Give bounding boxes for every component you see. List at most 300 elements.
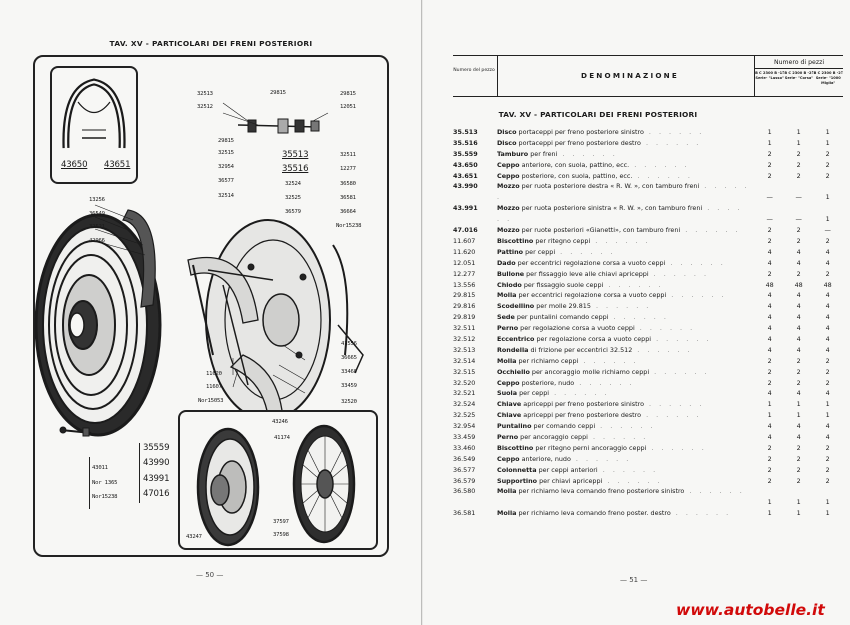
callout-43246: 43246 [272,419,288,425]
part-detail: apriceppi per freno posteriore destro [523,411,642,420]
part-detail: posteriore, nudo [521,378,575,387]
part-name: Occhiello [497,367,530,376]
part-name: Mozzo [497,182,520,191]
part-description [497,476,752,487]
quantity-model-2: 2 [796,476,801,485]
plate-title: TAV. XV - PARTICOLARI DEI FRENI POSTERIORI [109,39,313,48]
quantity-model-3: 2 [825,160,830,169]
table-row [453,334,843,345]
table-row [453,345,843,356]
leader-dots: . . . . . . [608,313,669,322]
callout-nor15053: Nor15053 [198,398,224,404]
quantity-model-1: 4 [767,313,772,322]
leader-dots: . . . . . . [578,356,639,365]
part-description [497,203,752,225]
part-detail: per ritegno ceppi [535,236,591,245]
table-row [453,236,843,247]
part-detail: per chiavi apriceppi [539,476,603,485]
leader-dots: . . . . . . [670,509,732,518]
table-row [453,181,843,203]
quantity-model-1: 1 [767,498,772,507]
callout-32514: 32514 [218,193,234,199]
callout-nor15238: Nor15238 [336,223,362,229]
quantity-model-3: 4 [825,432,830,441]
quantity-model-1: 1 [767,400,772,409]
part-description [497,301,752,312]
quantity-model-1: 2 [767,236,772,245]
leader-dots: . . . . . . [555,247,616,256]
quantity-model-2: 2 [796,443,801,452]
part-detail: per richiamo leva comando freno posteriore sinistro [518,487,685,496]
part-description [497,236,752,247]
part-code: 43.990 [453,182,478,191]
leader-dots: . . . . . . [632,171,693,180]
part-code: 47.016 [453,226,478,235]
part-code: 36.580 [453,487,476,496]
quantity-model-2: 2 [796,160,801,169]
quantity-model-3: 4 [825,291,830,300]
part-code: 32.512 [453,334,476,343]
quantity-model-2: 2 [796,226,801,235]
part-code: 35.513 [453,128,478,136]
table-row [453,290,843,301]
part-detail: per ruote posteriori «Gianetti», con tamburo freni [521,226,681,235]
quantity-model-3: 2 [825,171,830,180]
quantity-model-1: 4 [767,389,772,398]
header-models [755,71,843,86]
part-code: 32.525 [453,411,476,420]
part-name: Supportino [497,476,538,485]
leader-dots: . . . . . . [590,236,651,245]
callout-32515: 32515 [218,150,234,156]
leader-dots: . . . . . . [666,291,727,300]
callout-43651: 43651 [104,160,131,170]
part-detail: per ceppi [525,247,556,256]
callout-32525: 32525 [285,195,301,201]
leader-dots: . . . . . . [684,487,745,496]
table-row [453,421,843,432]
quantity-model-3: 4 [825,345,830,354]
part-detail: apriceppi per freno posteriore sinistro [523,400,645,409]
table-row [453,225,843,236]
quantity-model-2: 4 [796,302,801,311]
part-name: Eccentrico [497,334,535,343]
callout-35516: 35516 [282,164,309,174]
quantity-model-2: 4 [796,432,801,441]
part-description [497,399,752,410]
part-code: 33.460 [453,443,476,452]
quantity-model-1: 4 [767,422,772,431]
part-detail: portaceppi per freno posteriore sinistro [518,128,644,136]
table-row [453,312,843,323]
table-row [453,378,843,389]
part-name: Dado [497,258,516,267]
quantity-model-3: 4 [825,334,830,343]
part-code: 29.819 [453,313,476,322]
quantity-model-3: 2 [825,454,830,463]
part-code: 43.650 [453,160,478,169]
callout-nor1365: Nor 1365 [92,480,118,486]
part-description [497,432,752,443]
leader-dots: . . . . . . [497,204,743,224]
part-name: Colonnetta [497,465,537,474]
right-page [423,0,850,625]
leader-dots: . . . . . . [634,324,696,333]
table-row [453,269,843,280]
quantity-model-2: 1 [796,498,801,507]
quantity-model-1: — [766,193,773,202]
part-description [497,356,752,367]
table-row [453,356,843,367]
quantity-model-2: 4 [796,345,801,354]
quantity-model-1: 2 [767,226,772,235]
part-detail: per ceppi [519,389,550,398]
callout-32513: 32513 [197,91,213,97]
header-divider [497,56,498,96]
table-row [453,388,843,399]
quantity-model-3: 2 [825,443,830,452]
part-code: 36.581 [453,509,476,518]
site-watermark: www.autobelle.it [676,601,825,619]
part-name: Molla [497,487,517,496]
part-name: Mozzo [497,204,520,213]
callout-32524: 32524 [285,181,301,187]
part-name: Molla [497,356,517,365]
quantity-model-3: 4 [825,313,830,322]
part-description [497,149,752,160]
quantity-model-1: 4 [767,291,772,300]
part-detail: per regolazione corsa a vuoto ceppi [520,324,635,333]
table-row [453,203,843,225]
part-detail: per ruota posteriore sinistra « R. W. », con tamburo freni [521,204,703,213]
part-description [497,258,752,269]
header-model-1: B C 2300 B -1ª Serie- "Lusso" [755,71,785,80]
part-name: Chiodo [497,280,522,289]
header-model-2: B C 2300 B -2ª Serie- "Corsa" [784,71,814,80]
quantity-model-2: 2 [796,356,801,365]
leader-dots: . . . . . . [644,400,705,409]
quantity-model-3: 1 [825,509,830,518]
part-code: 12.277 [453,269,476,278]
part-detail: per fissaggio leve alle chiavi apriceppi [526,269,649,278]
part-code: 43.991 [453,204,478,213]
part-code: 32.524 [453,400,476,409]
table-header [453,55,843,97]
callout-13256: 13256 [89,197,105,203]
callout-32954: 32954 [218,164,234,170]
leader-dots: . . . . . . [680,226,741,235]
part-code: 12.051 [453,258,476,267]
header-denomination: DENOMINAZIONE [581,71,679,80]
part-code: 11.620 [453,247,476,256]
quantity-model-3: 1 [825,400,830,409]
part-name: Chiave [497,411,522,420]
table-row [453,171,843,182]
quantity-model-3: 4 [825,302,830,311]
leader-dots: . . . . . . [641,411,702,420]
part-description [497,323,752,334]
table-row [453,367,843,378]
part-description [497,127,752,138]
header-model-3: B C 2300 B -2ª Serie- "1000 Miglia" [813,71,843,85]
callout-32520: 32520 [341,399,357,405]
part-name: Molla [497,509,517,518]
part-name: Suola [497,389,518,398]
quantity-model-1: 4 [767,258,772,267]
quantity-model-3: 2 [825,269,830,278]
quantity-model-1: 2 [767,443,772,452]
part-name: Molla [497,291,517,300]
leader-dots: . . . . . . [602,476,663,485]
callout-41174: 41174 [274,435,290,441]
leader-dots: . . . . . . [629,160,690,169]
quantity-model-2: — [795,215,802,224]
part-description [497,367,752,378]
part-name: Perno [497,432,519,441]
part-code: 29.816 [453,302,476,311]
quantity-model-3: 2 [825,465,830,474]
part-name: Ceppo [497,171,520,180]
part-code: 32.521 [453,389,476,398]
quantity-model-1: 2 [767,465,772,474]
quantity-model-1: 1 [767,509,772,518]
quantity-model-3: 4 [825,422,830,431]
part-name: Biscottino [497,236,534,245]
leader-dots: . . . . . . [646,443,707,452]
quantity-model-2: 4 [796,422,801,431]
callout-35513: 35513 [282,150,309,160]
part-detail: anteriore, nudo [521,454,571,463]
callout-12051: 12051 [340,104,356,110]
callout-32511: 32511 [340,152,356,158]
left-page [0,0,422,625]
part-code: 33.459 [453,432,476,441]
part-description [497,465,752,476]
part-code: 36.549 [453,454,476,463]
quantity-model-1: 1 [767,128,772,136]
quantity-model-3: 2 [825,356,830,365]
quantity-model-1: 2 [767,160,772,169]
callout-47016: 47016 [143,489,170,499]
header-quantity: Numero di pezzi [755,59,843,69]
table-row [453,476,843,487]
callout-11607: 11607 [206,384,222,390]
part-code: 32.520 [453,378,476,387]
part-detail: per puntalini comando ceppi [516,313,609,322]
part-detail: per eccentrici regolazione corsa a vuoto ceppi [517,258,666,267]
part-description [497,171,752,182]
wheels-inset [178,410,378,550]
part-description [497,410,752,421]
part-code: 36.579 [453,476,476,485]
part-code: 43.651 [453,171,478,180]
quantity-model-2: 1 [796,411,801,420]
table-row [453,258,843,269]
callout-33460: 33460 [341,369,357,375]
callout-37597: 37597 [273,519,289,525]
table-row [453,127,843,138]
callout-41556: 41556 [341,341,357,347]
part-description [497,345,752,356]
quantity-model-2: — [795,193,802,202]
quantity-model-2: 2 [796,454,801,463]
part-description [497,454,752,465]
callout-36549: 36549 [89,211,105,217]
table-row [453,465,843,476]
quantity-model-2: 2 [796,378,801,387]
quantity-model-2: 1 [796,509,801,518]
part-description [497,280,752,291]
part-description [497,508,752,519]
callout-29815-b: 29815 [340,91,356,97]
part-name: Bullone [497,269,525,278]
quantity-model-1: 2 [767,378,772,387]
table-row [453,138,843,149]
quantity-model-1: 4 [767,334,772,343]
quantity-model-3: 2 [825,149,830,158]
part-description [497,334,752,345]
quantity-model-2: 1 [796,138,801,147]
callout-nor15238-b: Nor15238 [92,494,118,500]
part-description [497,388,752,399]
quantity-model-1: 2 [767,149,772,158]
parts-list-title: TAV. XV - PARTICOLARI DEI FRENI POSTERIORI [498,110,698,119]
leader-dots: . . . . . . [648,269,710,278]
part-description [497,312,752,323]
quantity-model-2: 4 [796,291,801,300]
quantity-model-3: 4 [825,324,830,333]
quantity-model-2: 48 [794,280,803,289]
quantity-model-2: 2 [796,236,801,245]
callout-37598: 37598 [273,532,289,538]
quantity-model-1: 2 [767,454,772,463]
part-code: 11.607 [453,236,476,245]
part-detail: posteriore, con suola, pattino, ecc. [521,171,633,180]
table-row [453,160,843,171]
part-description [497,225,752,236]
callout-43650: 43650 [61,160,88,170]
part-name: Sede [497,313,515,322]
quantity-model-1: — [766,215,773,224]
part-code: 32.511 [453,324,476,333]
part-name: Ceppo [497,160,520,169]
table-row [453,149,843,160]
part-detail: per ruota posteriore destra « R. W. », con tamburo freni [521,182,700,191]
wheels-drawing [180,412,376,548]
part-detail: di frizione per eccentrici 32.512 [530,345,633,354]
part-detail: per regolazione corsa a vuoto ceppi [536,334,652,343]
quantity-model-2: 4 [796,313,801,322]
part-name: Biscottino [497,443,534,452]
quantity-model-1: 2 [767,476,772,485]
part-code: 35.559 [453,149,478,158]
part-detail: per ritegno perni ancoraggio ceppi [535,443,647,452]
part-name: Disco [497,128,517,136]
part-name: Perno [497,324,519,333]
part-description [497,290,752,301]
part-detail: per richiamo ceppi [518,356,579,365]
part-detail: per ceppi anteriori [538,465,598,474]
part-detail: portaceppi per freno posteriore destro [518,138,641,147]
quantity-model-2: 4 [796,247,801,256]
quantity-model-2: 1 [796,128,801,136]
quantity-model-1: 4 [767,247,772,256]
leader-dots: . . . . . . [574,378,635,387]
leader-dots: . . . . . . [640,138,702,147]
leader-dots: . . . . . . [497,182,750,202]
quantity-model-3: 48 [823,280,832,289]
quantity-model-3: 1 [825,215,830,224]
part-name: Rondella [497,345,529,354]
quantity-model-2: 4 [796,389,801,398]
callout-32521: 32521 [89,224,105,230]
part-code: 29.815 [453,291,476,300]
table-row [453,486,843,508]
header-part-number: Numero del pezzo [453,68,495,73]
quantity-model-1: 1 [767,411,772,420]
leader-dots: . . . . . . [587,432,649,441]
callout-36580: 36580 [340,181,356,187]
part-detail: per molle 29.815 [536,302,591,311]
quantity-model-2: 2 [796,367,801,376]
part-description [497,138,752,149]
quantity-model-3: 4 [825,258,830,267]
leader-dots: . . . . . . [665,258,726,267]
quantity-model-2: 1 [796,400,801,409]
part-description [497,181,752,203]
part-description [497,421,752,432]
part-description [497,160,752,171]
part-detail: per fissaggio suole ceppi [523,280,604,289]
callout-36579: 36579 [285,209,301,215]
bolt-bracket [89,457,90,509]
part-name: Chiave [497,400,522,409]
table-row [453,432,843,443]
quantity-model-3: 2 [825,367,830,376]
callout-32512: 32512 [197,104,213,110]
quantity-model-3: 1 [825,411,830,420]
quantity-model-2: 4 [796,258,801,267]
page-number-right: — 51 — [620,576,648,584]
parts-table [453,127,843,519]
part-description [497,247,752,258]
callout-29815-c: 29815 [218,138,234,144]
callout-36664: 36664 [340,209,356,215]
part-code: 13.556 [453,280,476,289]
part-detail: per ancoraggio molle richiamo ceppi [531,367,650,376]
quantity-model-1: 1 [767,138,772,147]
callout-43990: 43990 [143,458,170,468]
hub-bracket [139,443,140,503]
leader-dots: . . . . . . [595,422,656,431]
quantity-model-1: 2 [767,356,772,365]
quantity-model-3: 1 [825,138,830,147]
callout-11620: 11620 [206,371,222,377]
quantity-model-2: 4 [796,334,801,343]
leader-dots: . . . . . . [597,465,659,474]
part-description [497,486,752,497]
quantity-model-2: 2 [796,171,801,180]
table-row [453,508,843,519]
callout-43991: 43991 [143,474,170,484]
quantity-model-1: 2 [767,171,772,180]
part-name: Disco [497,138,517,147]
part-name: Ceppo [497,378,520,387]
part-code: 32.513 [453,345,476,354]
quantity-model-3: 4 [825,247,830,256]
page-number-left: — 50 — [196,571,224,579]
part-name: Mozzo [497,226,520,235]
